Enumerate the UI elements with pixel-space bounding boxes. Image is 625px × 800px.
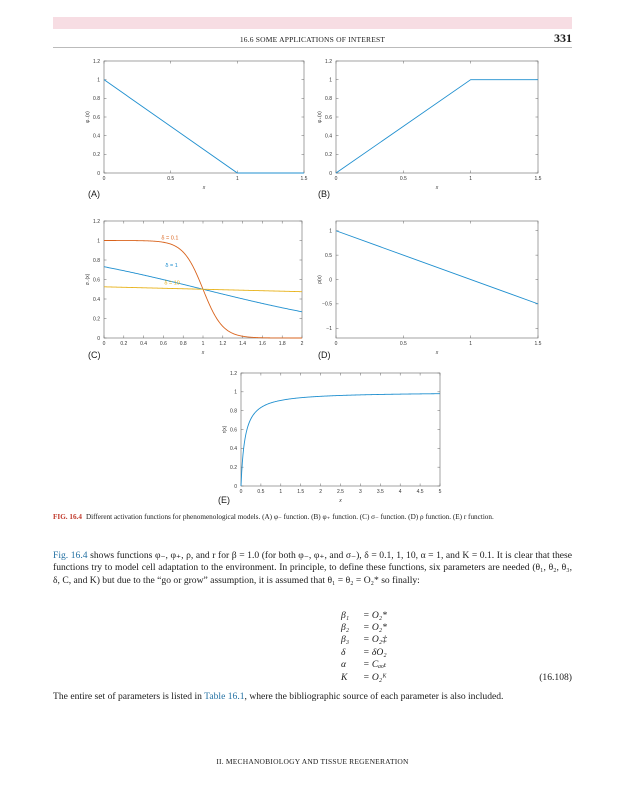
y-tick-label: 1.2 [230,370,237,377]
series-line [104,80,304,173]
body-paragraph [53,550,572,587]
equation-row [341,647,387,659]
y-tick-label: 0.4 [93,296,100,303]
equation-rhs: = Cₐₒₜ [363,659,387,670]
x-axis-label: x [339,498,342,504]
y-tick-label: 0.5 [325,252,332,259]
x-tick-label: 0 [102,176,106,182]
x-tick-label: 0.5 [399,176,407,182]
equation-lhs: β₁ [341,610,350,621]
plot-frame [104,221,302,338]
x-tick-label: 2.5 [337,489,344,495]
y-tick-label: 1.2 [325,58,332,65]
y-tick-label: 0.2 [93,316,100,323]
x-tick-label: 1 [235,176,239,182]
series-line [241,394,440,486]
y-tick-label: 0.6 [93,277,100,284]
figure-reference-link[interactable]: Fig. 16.4 [53,550,88,561]
y-tick-label: 0.2 [93,152,100,159]
y-tick-label: 0 [329,170,332,177]
closing-text-after: , where the bibliographic source of each parameter is also included. [244,691,504,702]
equation-lhs: K [341,672,348,683]
figure-label: FIG. 16.4 [53,513,82,521]
x-tick-label: 3 [359,489,362,495]
y-tick-label: 1.2 [93,218,100,225]
panel-label-b: (B) [318,189,330,199]
series-annotation: δ = 10 [164,280,180,287]
caption-text: Different activation functions for phenomenological models. (A) φ₋ function. (B) φ₊ function. (C) σ₋ function. (D) ρ function. (E) r function. [85,513,494,521]
y-tick-label: −0.5 [322,301,332,308]
x-axis-label: x [201,350,205,356]
x-tick-label: 0 [334,341,338,347]
page-footer: II. MECHANOBIOLOGY AND TISSUE REGENERATION [216,757,409,766]
y-tick-label: 1 [329,77,332,84]
x-tick-label: 0.5 [167,176,175,182]
equation-rhs: = O₂ᴷ [363,672,387,683]
x-tick-label: 2 [319,489,322,495]
y-tick-label: 0 [97,170,100,177]
x-tick-label: 1.5 [297,489,305,495]
equation-row [341,672,387,684]
x-tick-label: 3.5 [376,489,384,495]
equation-block [53,610,572,690]
x-tick-label: 0.8 [179,341,187,347]
x-axis-label: x [435,350,439,356]
x-tick-label: 0.6 [159,341,167,347]
y-tick-label: 0.4 [93,133,100,140]
y-tick-label: 0.8 [230,408,237,415]
y-tick-label: 0.2 [230,464,237,471]
y-tick-label: 0.4 [325,133,332,140]
figure-caption [53,512,572,522]
equation-row [341,659,386,671]
y-tick-label: 1.2 [93,58,100,65]
y-tick-label: 1 [97,238,100,245]
x-tick-label: 0 [102,341,106,347]
x-tick-label: 1 [469,176,473,182]
x-tick-label: 2 [300,341,304,347]
x-tick-label: 0.4 [140,341,148,347]
chart-panel-a [85,58,308,191]
series-line [104,287,302,292]
series-annotation: δ = 1 [165,262,178,269]
y-tick-label: 1 [97,77,100,84]
x-tick-label: 0 [334,176,338,182]
y-tick-label: 0 [97,335,100,342]
top-color-band [53,17,572,29]
panel-label-e: (E) [218,495,230,505]
y-tick-label: 1 [234,389,237,396]
plot-frame [336,221,538,338]
plot-frame [104,61,304,173]
table-reference-link[interactable]: Table 16.1 [204,691,245,702]
panel-label-a: (A) [88,189,100,199]
equation-row [341,634,387,646]
y-axis-label: ρ(x) [317,275,323,284]
equation-lhs: δ [341,647,346,658]
equation-number: (16.108) [539,672,572,683]
y-tick-label: −1 [326,326,332,333]
x-tick-label: 1.5 [534,176,542,182]
y-tick-label: 0.6 [325,114,332,121]
equation-rhs: = δO₂ [363,647,387,658]
x-tick-label: 1.2 [219,341,227,347]
chart-panel-d [317,221,542,356]
x-tick-label: 0.2 [120,341,128,347]
y-axis-label: σ₋(x) [85,273,91,286]
y-tick-label: 0.8 [93,257,100,264]
y-tick-label: 0.2 [325,152,332,159]
series-line [336,80,538,173]
chart-panel-c [85,218,304,356]
x-tick-label: 0.5 [399,341,407,347]
series-line [336,231,538,304]
x-tick-label: 0.5 [257,489,265,495]
chart-panel-e [222,370,442,504]
x-tick-label: 0 [239,489,243,495]
equation-rhs: = O₂* [363,610,387,621]
x-tick-label: 1 [279,489,283,495]
equation-lhs: β₃ [341,634,350,645]
equation-row [341,610,387,622]
plot-frame [336,61,538,173]
series-annotation: δ = 0.1 [161,235,179,242]
equation-rhs: = O₂‡ [363,634,387,645]
y-tick-label: 0.8 [325,96,332,103]
panel-label-c: (C) [88,350,101,360]
x-tick-label: 1 [469,341,473,347]
y-tick-label: 1 [329,228,332,235]
equation-row [341,622,387,634]
closing-text-before: The entire set of parameters is listed in [53,691,205,702]
x-tick-label: 1.8 [278,341,286,347]
x-tick-label: 4.5 [416,489,424,495]
y-tick-label: 0.8 [93,96,100,103]
x-tick-label: 1.4 [239,341,247,347]
x-tick-label: 1.5 [534,341,542,347]
panel-label-d: (D) [318,350,331,360]
x-tick-label: 4 [398,489,402,495]
y-tick-label: 0 [329,277,332,284]
equation-lhs: α [341,659,347,670]
closing-paragraph [53,691,572,703]
plot-frame [241,373,440,486]
x-tick-label: 1.5 [300,176,308,182]
y-axis-label: φ₋(x) [85,111,91,123]
body-paragraph-text: shows functions φ₋, φ₊, ρ, and r for β = 1.0 (for both φ₋, φ₊, and σ₋), δ = 0.1, 1, 10, α = 1, and K = 0.1. It is clear that these functions try to model cell adaptation to the environment. In principle, to define these functions, six parameters are needed (θ₁, θ₂, θ₃, δ, C, and K) but due to the “go or grow” assumption, it is assumed that θ₁ = θ₂ = O₂* so finally: [53,550,572,586]
y-tick-label: 0 [234,483,237,490]
equation-lhs: β₂ [341,622,350,633]
x-tick-label: 5 [438,489,442,495]
running-head: 16.6 SOME APPLICATIONS OF INTEREST [239,35,386,44]
y-axis-label: φ₊(x) [317,111,323,123]
x-axis-label: x [202,185,206,191]
x-tick-label: 1 [201,341,205,347]
page-header [53,33,572,48]
y-tick-label: 0.4 [230,446,237,453]
x-axis-label: x [435,185,439,191]
y-tick-label: 0.6 [230,427,237,434]
y-axis-label: r(x) [222,425,228,434]
page-number: 331 [554,31,572,45]
y-tick-label: 0.6 [93,114,100,121]
equation-rhs: = O₂* [363,622,387,633]
chart-panel-b [317,58,542,191]
x-tick-label: 1.6 [258,341,266,347]
